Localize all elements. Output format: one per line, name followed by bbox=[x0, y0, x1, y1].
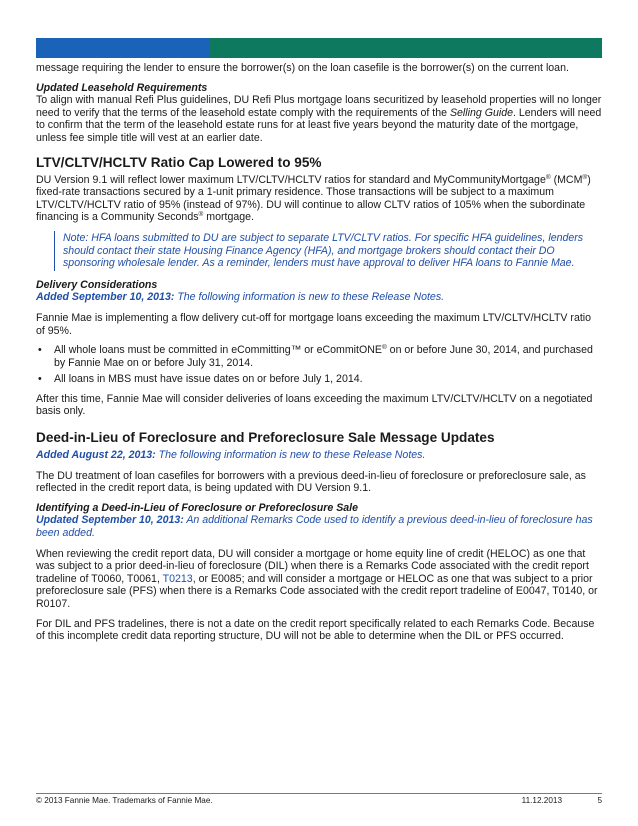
dil-paragraph-1: The DU treatment of loan casefiles for borrowers with a previous deed-in-lieu of foreclosure or preforeclosure sale, as reflected in the credit report data, is being updated with DU Version 9.1. bbox=[36, 469, 586, 495]
remarks-code-link[interactable]: T0213 bbox=[162, 572, 193, 585]
page-number: 5 bbox=[597, 796, 602, 805]
list-item: • All loans in MBS must have issue dates on or before July 1, 2014. bbox=[36, 373, 602, 386]
dil-updated-note: Updated September 10, 2013: An additional Remarks Code used to identify a previous deed-in-lieu of foreclosure has been added. bbox=[36, 514, 593, 540]
continued-paragraph: message requiring the lender to ensure the borrower(s) on the loan casefile is the borrower(s) on the current loan. bbox=[36, 62, 569, 74]
dil-subheading: Identifying a Deed-in-Lieu of Foreclosure or Preforeclosure Sale bbox=[36, 501, 359, 514]
page-content bbox=[36, 62, 602, 650]
ltv-heading: LTV/CLTV/HCLTV Ratio Cap Lowered to 95% bbox=[36, 154, 322, 170]
selling-guide-title: Selling Guide bbox=[449, 106, 513, 119]
delivery-bullets bbox=[36, 344, 602, 386]
list-item: • All whole loans must be committed in eCommitting™ or eCommitONE® on or before June 30, 2014, and purchased by Fannie Mae on or before July 31, 2014. bbox=[36, 344, 602, 369]
header-bar-blue bbox=[36, 38, 210, 58]
delivery-after: After this time, Fannie Mae will consider deliveries of loans exceeding the maximum LTV/CLTV/HCLTV on a negotiated basis only. bbox=[36, 392, 593, 418]
dil-paragraph-3: For DIL and PFS tradelines, there is not a date on the credit report specifically related to each Remarks Code. Because of this incomplete credit data reporting structure, DU will not be able to determine when the DIL or PFS occurred. bbox=[36, 617, 595, 643]
page-footer bbox=[36, 793, 602, 809]
hfa-note: Note: HFA loans submitted to DU are subject to separate LTV/CLTV ratios. For specific HFA guidelines, lenders should contact their state Housing Finance Agency (HFA), and mortgage brokers should contact their DO sponsoring wholesale lender. As a reminder, lenders must have approval to deliver HFA loans to Fannie Mae. bbox=[54, 231, 602, 271]
leasehold-paragraph: To align with manual Refi Plus guidelines, DU Refi Plus mortgage loans securitized by leasehold properties will no longer need to verify that the terms of the leasehold estate comply with the requirements of the Selling Guide. Lenders will need to confirm that the term of the leasehold estate runs for at least five years beyond the maturity date of the mortgage, unless fee simple title will vest at an earlier date. bbox=[36, 94, 602, 144]
delivery-added-note: Added September 10, 2013: The following information is new to these Release Notes. bbox=[36, 291, 445, 304]
header-bar-teal bbox=[210, 38, 602, 58]
delivery-intro: Fannie Mae is implementing a flow delivery cut-off for mortgage loans exceeding the maximum LTV/CLTV/HCLTV ratio of 95%. bbox=[36, 311, 592, 337]
dil-paragraph-2: When reviewing the credit report data, DU will consider a mortgage or home equity line of credit (HELOC) as one that was subject to a prior deed-in-lieu of foreclosure (DIL) when there is a Remarks Code associated with the credit report tradeline of T0060, T0061, T0213, or E0085; and will consider a mortgage or HELOC as one that was subject to a prior preforeclosure sale (PFS) when there is a Remarks Code associated with the credit report tradeline of E0047, T0140, or R0107. bbox=[36, 547, 598, 610]
dil-added-note: Added August 22, 2013: The following information is new to these Release Notes. bbox=[36, 449, 426, 462]
ltv-paragraph: DU Version 9.1 will reflect lower maximum LTV/CLTV/HCLTV ratios for standard and MyCommunityMortgage® (MCM®) fixed-rate transactions secured by a 1-unit primary residence. Those transactions will be subject to a maximum LTV/CLTV/HCLTV ratio of 95% (instead of 97%). DU will continue to allow CLTV ratios of 105% when the subordinate financing is a Community Seconds® mortgage. bbox=[36, 173, 591, 224]
footer-date: 11.12.2013 bbox=[521, 796, 562, 805]
footer-copyright: © 2013 Fannie Mae. Trademarks of Fannie Mae. bbox=[36, 796, 213, 805]
delivery-heading: Delivery Considerations bbox=[36, 278, 158, 291]
header-bar bbox=[36, 38, 602, 58]
dil-heading: Deed-in-Lieu of Foreclosure and Preforeclosure Sale Message Updates bbox=[36, 430, 495, 446]
leasehold-heading: Updated Leasehold Requirements bbox=[36, 81, 208, 94]
